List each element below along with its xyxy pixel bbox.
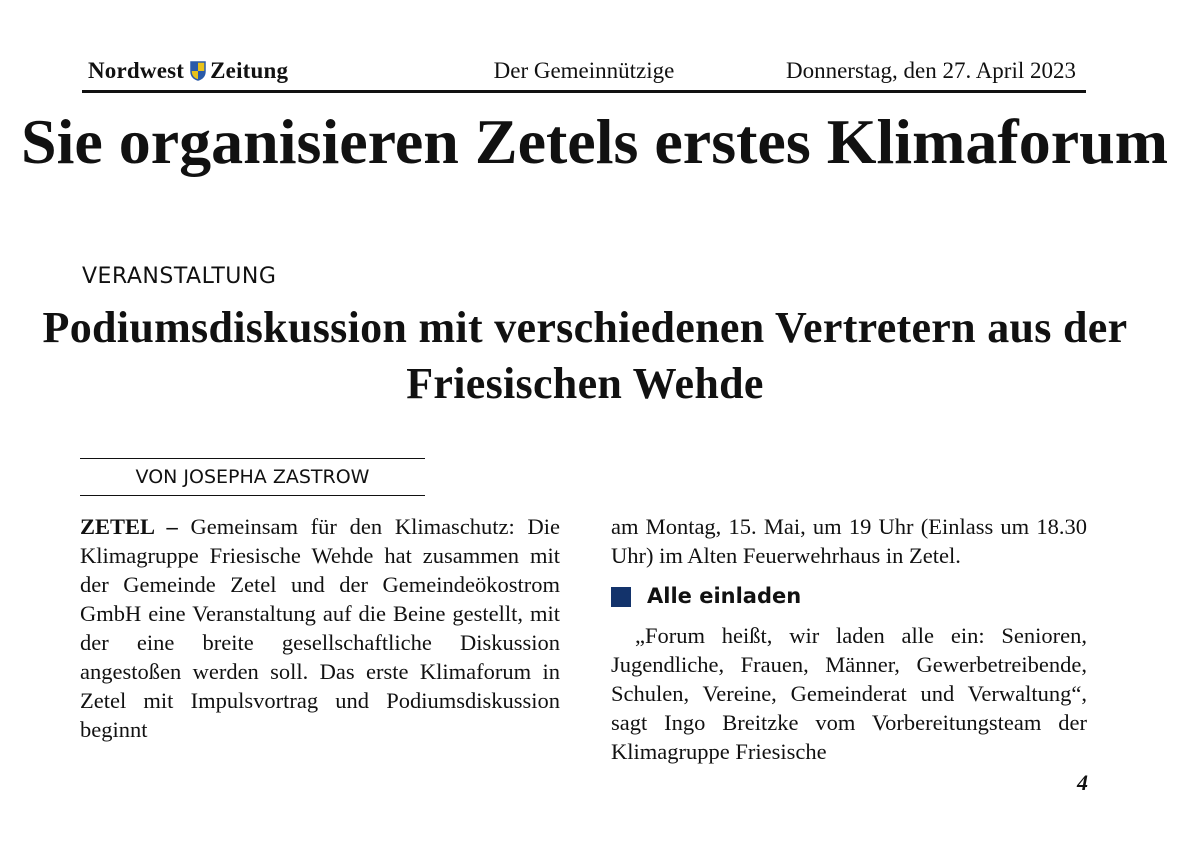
masthead-rule bbox=[82, 90, 1086, 93]
byline: VON JOSEPHA ZASTROW bbox=[135, 466, 370, 488]
paper-name-part2: Zeitung bbox=[210, 58, 289, 83]
byline-rule-bottom bbox=[80, 495, 425, 496]
paragraph-lead bbox=[80, 512, 560, 744]
article-column-2 bbox=[611, 512, 1087, 766]
paragraph-1-text: Gemeinsam für den Klimaschutz: Die Klimagruppe Friesische Wehde hat zusammen mit der Gemeinde Zetel und der Gemeindeökostrom GmbH eine Veranstaltung auf die Beine gestellt, mit der eine breite gesellschaftliche Diskussion angestoßen werden soll. Das erste Klimaforum in Zetel mit Impulsvortrag und Podiumsdiskussion beginnt bbox=[80, 514, 560, 742]
paragraph-2: „Forum heißt, wir laden alle ein: Senioren, Jugendliche, Frauen, Männer, Gewerbetreibende, Schulen, Vereine, Gemeinderat und Verwaltung“, sagt Ingo Breitzke vom Vorbereitungsteam der Klimagruppe Friesische bbox=[611, 623, 1087, 764]
dateline: ZETEL – bbox=[80, 514, 178, 539]
article-column-1 bbox=[80, 512, 560, 744]
issue-date: Donnerstag, den 27. April 2023 bbox=[785, 58, 1076, 83]
section-heading bbox=[611, 582, 1087, 611]
square-bullet-icon bbox=[611, 587, 631, 607]
masthead bbox=[82, 58, 1086, 90]
page-number: 4 bbox=[1077, 770, 1088, 795]
headline: Sie organisieren Zetels erstes Klimaforum bbox=[20, 106, 1169, 177]
kicker: VERANSTALTUNG bbox=[82, 264, 277, 289]
paragraph-1-continued: am Montag, 15. Mai, um 19 Uhr (Einlass um 18.30 Uhr) im Alten Feuerwehrhaus in Zetel. bbox=[611, 514, 1087, 568]
subheadline: Podiumsdiskussion mit verschiedenen Vertretern aus der Friesischen Wehde bbox=[42, 303, 1128, 408]
paper-name-part1: Nordwest bbox=[88, 58, 185, 83]
section-name: Der Gemeinnützige bbox=[493, 58, 675, 83]
byline-rule-top bbox=[80, 458, 425, 459]
section-heading-text: Alle einladen bbox=[647, 584, 802, 608]
